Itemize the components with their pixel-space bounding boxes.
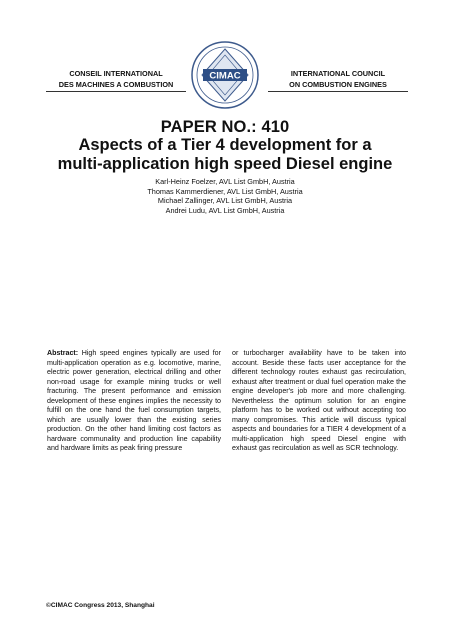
title-line-2: multi-application high speed Diesel engine: [57, 154, 393, 173]
abstract-column-left: [47, 349, 221, 454]
right-org-line-1: INTERNATIONAL COUNCIL: [290, 69, 386, 78]
left-org-line-1: CONSEIL INTERNATIONAL: [69, 69, 163, 78]
paper-number: PAPER NO.: 410: [160, 118, 290, 136]
abstract-column-right: [232, 349, 406, 454]
author-4: Andrei Ludu, AVL List GmbH, Austria: [165, 205, 285, 215]
right-header-rule: [268, 91, 408, 92]
left-organization-name: [46, 69, 186, 90]
svg-text:CIMAC: CIMAC: [209, 70, 241, 82]
paper-title: [30, 136, 420, 173]
abstract-text-left: High speed engines typically are used for multi-application operation as e.g. locomotive, marine, electric power generation, electrical drilling and other non-road usage for example mining trucks or well fracturing. The present performance and emission development of these engines implies the necessity to fulfill on the one hand the fuel consumption targets, which are usually lower than the existing series production. On the other hand limiting cost factors as hardware communality and production line capability and hardware limits as peak firing pressure: [47, 349, 221, 452]
author-3: Michael Zallinger, AVL List GmbH, Austria: [157, 196, 293, 206]
footer-copyright: ©CIMAC Congress 2013, Shanghai: [46, 602, 155, 609]
author-2: Thomas Kammerdiener, AVL List GmbH, Austria: [147, 186, 303, 196]
abstract-label: Abstract:: [47, 349, 79, 357]
author-1: Karl-Heinz Foelzer, AVL List GmbH, Austria: [155, 177, 295, 186]
left-header-rule: [46, 91, 186, 92]
author-list: [0, 177, 450, 215]
cimac-logo: [190, 40, 260, 110]
left-org-line-2: DES MACHINES A COMBUSTION: [58, 79, 174, 89]
abstract-text-right: or turbocharger availability have to be taken into account. Beside these facts user acceptance for the different technology routes exhaust gas recirculation, exhaust after treatment or dual fuel operation make the engine developer's job more and more challenging. Nevertheless the optimum solution for an engine platform has to be worked out without accepting too many compromises. This article will discuss typical aspects and boundaries for a TIER 4 development of a multi-application high speed Diesel engine with exhaust gas recirculation as well as SCR technology.: [232, 349, 406, 452]
right-organization-name: [268, 69, 408, 90]
title-line-1: Aspects of a Tier 4 development for a: [78, 136, 372, 154]
right-org-line-2: ON COMBUSTION ENGINES: [289, 79, 387, 89]
